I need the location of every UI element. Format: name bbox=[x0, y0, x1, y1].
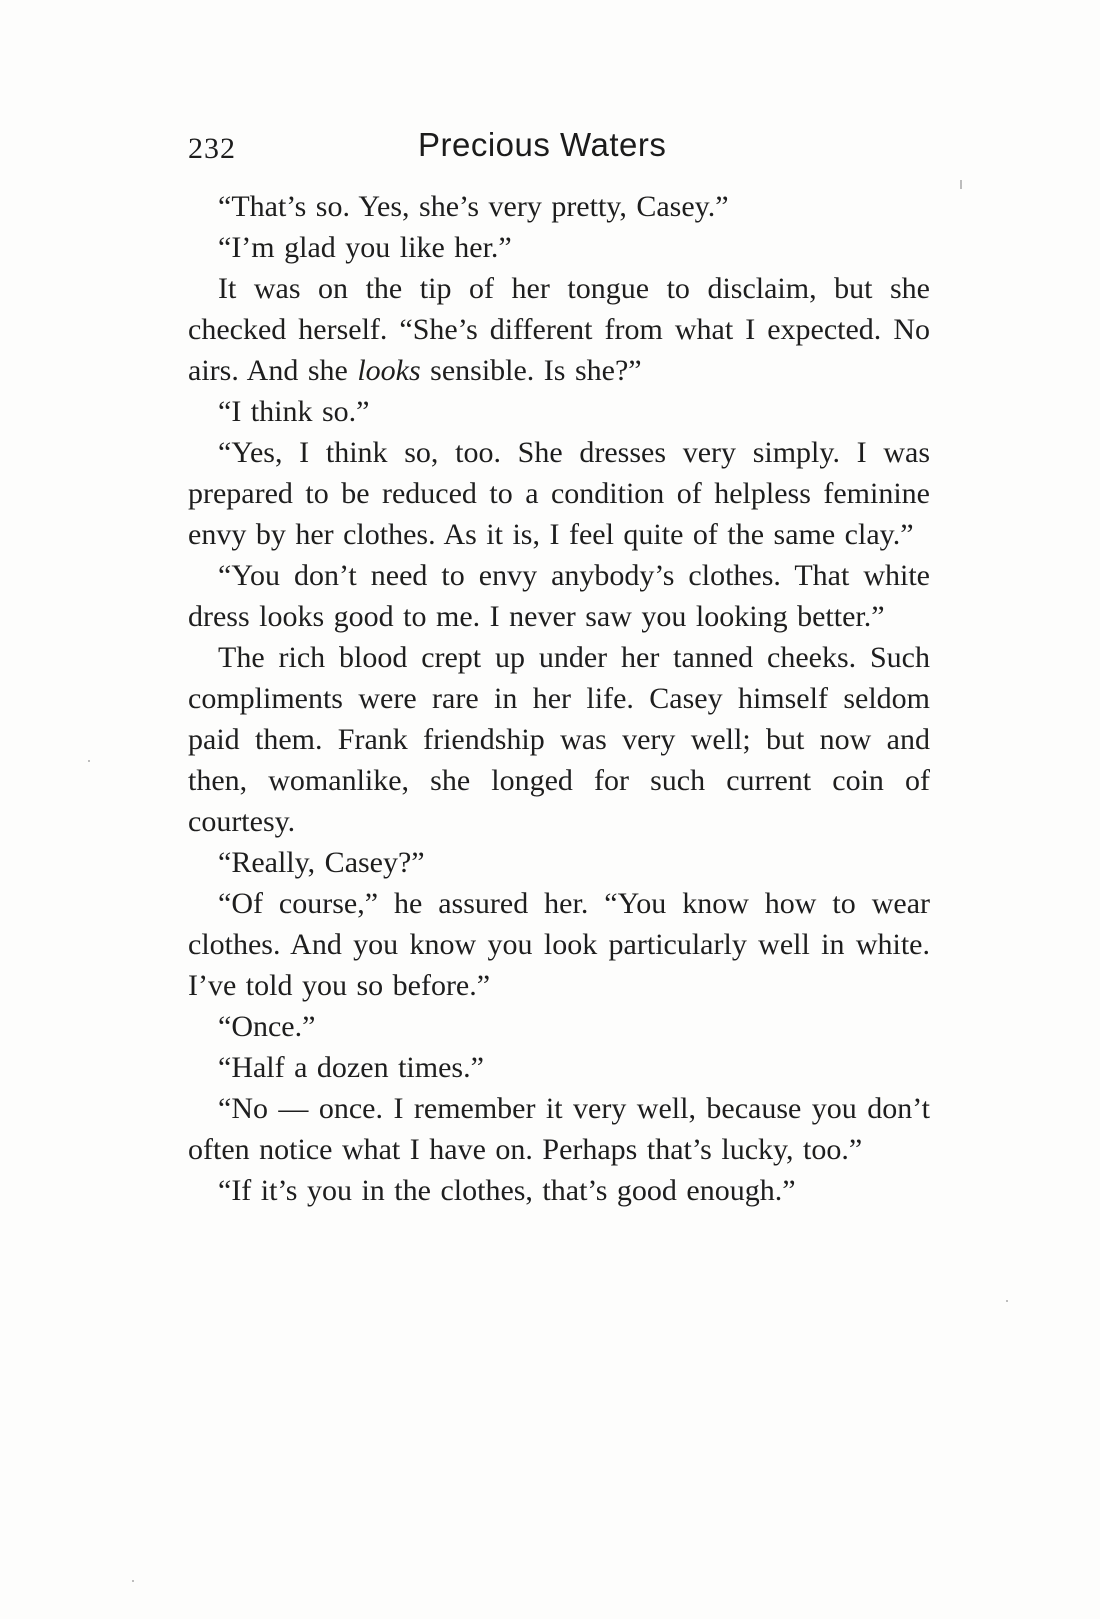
italic-word: looks bbox=[357, 354, 421, 387]
paragraph: “If it’s you in the clothes, that’s good enough.” bbox=[218, 1174, 796, 1207]
scan-speck bbox=[1006, 1300, 1008, 1302]
running-head bbox=[188, 122, 948, 172]
scan-speck bbox=[132, 1580, 134, 1582]
running-title: Precious Waters bbox=[418, 126, 667, 163]
paragraph: “Of course,” he assured her. “You know how to wear clothes. And you know you look particularly well in white. I’ve told you so before.” bbox=[188, 887, 930, 1002]
paragraph-text: It was on the tip of her tongue to disclaim, but she checked herself. “She’s different from what I expected. No airs. And she bbox=[188, 272, 930, 387]
paragraph: “I think so.” bbox=[218, 395, 370, 428]
paragraph: “Really, Casey?” bbox=[218, 846, 425, 879]
paragraph: “That’s so. Yes, she’s very pretty, Casey.” bbox=[218, 190, 729, 223]
paragraph: “Half a dozen times.” bbox=[218, 1051, 484, 1084]
paragraph-text: sensible. Is she?” bbox=[420, 354, 642, 387]
paragraph: “Yes, I think so, too. She dresses very simply. I was prepared to be reduced to a condition of helpless feminine envy by her clothes. As it is, I feel quite of the same clay.” bbox=[188, 436, 930, 551]
paragraph: “No — once. I remember it very well, because you don’t often notice what I have on. Perhaps that’s lucky, too.” bbox=[188, 1092, 930, 1166]
scan-speck bbox=[88, 760, 90, 762]
paragraph bbox=[188, 268, 930, 391]
body-text bbox=[188, 186, 930, 1211]
paragraph: “I’m glad you like her.” bbox=[218, 231, 512, 264]
paragraph: “You don’t need to envy anybody’s clothes. That white dress looks good to me. I never saw you looking better.” bbox=[188, 559, 930, 633]
paragraph: “Once.” bbox=[218, 1010, 316, 1043]
scan-speck bbox=[960, 180, 962, 189]
paragraph: The rich blood crept up under her tanned cheeks. Such compliments were rare in her life. Casey himself seldom paid them. Frank friendship was very well; but now and then, womanlike, she longed for such current coin of courtesy. bbox=[188, 641, 930, 838]
page-number: 232 bbox=[188, 132, 236, 165]
